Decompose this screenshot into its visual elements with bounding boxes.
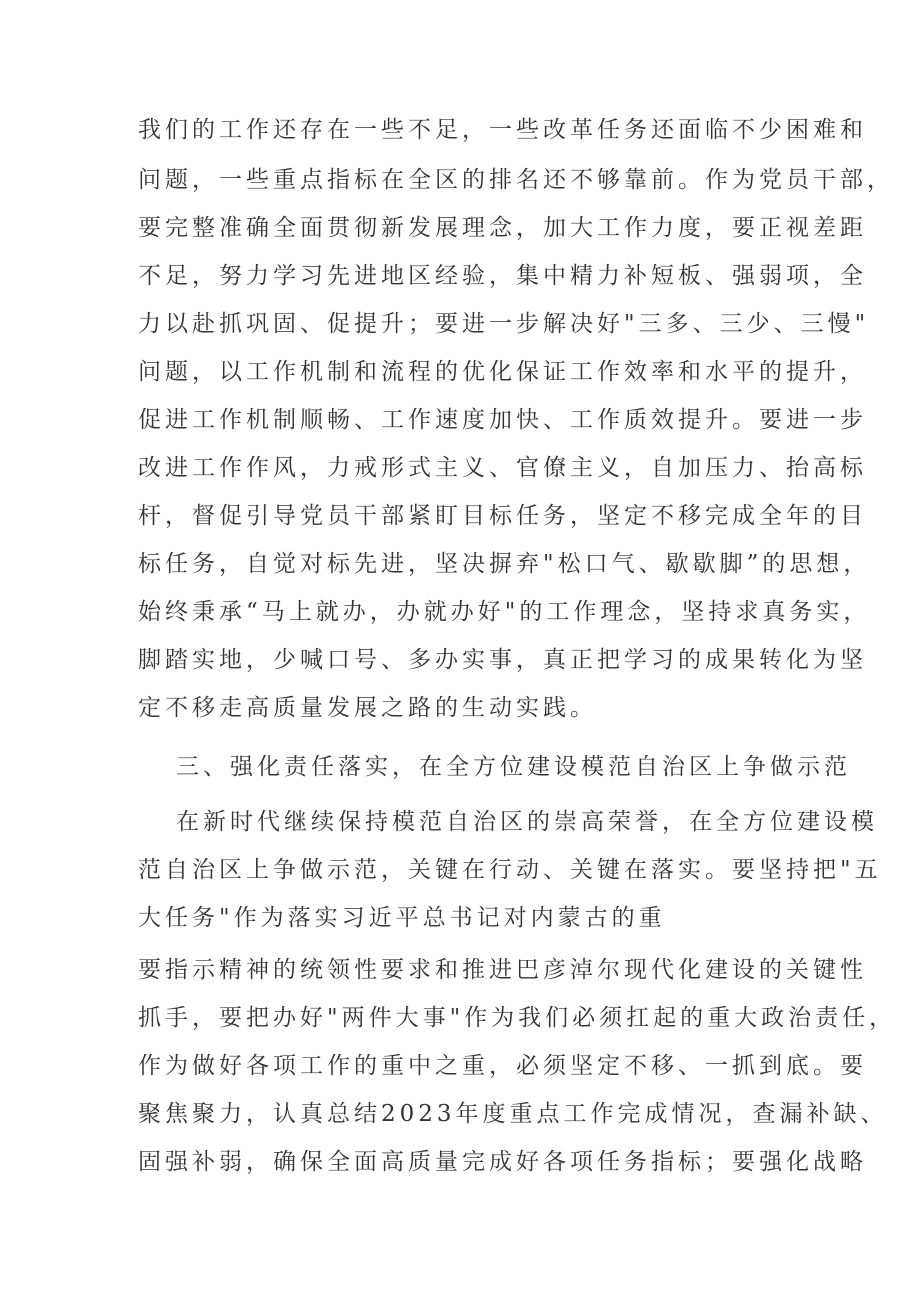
text-line: 不足，努力学习先进地区经验，集中精力补短板、强弱项，全 (138, 263, 867, 289)
text-line: 始终秉承“马上就办，办就办好"的工作理念，坚持求真务实， (138, 599, 871, 625)
text-line: 力以赴抓巩固、促提升；要进一步解决好"三多、三少、三慢" (138, 311, 870, 337)
text-line: 脚踏实地，少喊口号、多办实事，真正把学习的成果转化为坚 (138, 647, 867, 673)
text-line: 范自治区上争做示范，关键在行动、关键在落实。要坚持把"五 (138, 857, 882, 883)
text-line: 改进工作作风，力戒形式主义、官僚主义，自加压力、抬高标 (138, 455, 867, 481)
text-line: 要指示精神的统领性要求和推进巴彦淖尔现代化建设的关键性 (138, 957, 867, 983)
text-line: 标任务，自觉对标先进，坚决摒弃"松口气、歇歇脚”的思想， (138, 551, 871, 577)
text-line: 我们的工作还存在一些不足，一些改革任务还面临不少困难和 (138, 117, 867, 143)
text-line: 在新时代继续保持模范自治区的崇高荣誉，在全方位建设模 (176, 809, 878, 835)
text-line: 作为做好各项工作的重中之重，必须坚定不移、一抓到底。要 (138, 1053, 867, 1079)
text-line: 促进工作机制顺畅、工作速度加快、工作质效提升。要进一步 (138, 407, 867, 433)
text-line: 杆，督促引导党员干部紧盯目标任务，坚定不移完成全年的目 (138, 503, 867, 529)
text-line: 固强补弱，确保全面高质量完成好各项任务指标；要强化战略 (138, 1149, 867, 1175)
section-heading: 三、强化责任落实，在全方位建设模范自治区上争做示范 (176, 754, 851, 780)
text-line: 问题，一些重点指标在全区的排名还不够靠前。作为党员干部， (138, 167, 894, 193)
text-line: 大任务"作为落实习近平总书记对内蒙古的重 (138, 905, 666, 931)
text-line: 要完整准确全面贯彻新发展理念，加大工作力度，要正视差距 (138, 215, 867, 241)
text-line: 聚焦聚力，认真总结2023年度重点工作完成情况，查漏补缺、 (138, 1101, 888, 1127)
text-line: 抓手，要把办好"两件大事"作为我们必须扛起的重大政治责任， (138, 1005, 897, 1031)
text-line: 问题，以工作机制和流程的优化保证工作效率和水平的提升， (138, 359, 867, 385)
text-line: 定不移走高质量发展之路的生动实践。 (138, 695, 597, 721)
